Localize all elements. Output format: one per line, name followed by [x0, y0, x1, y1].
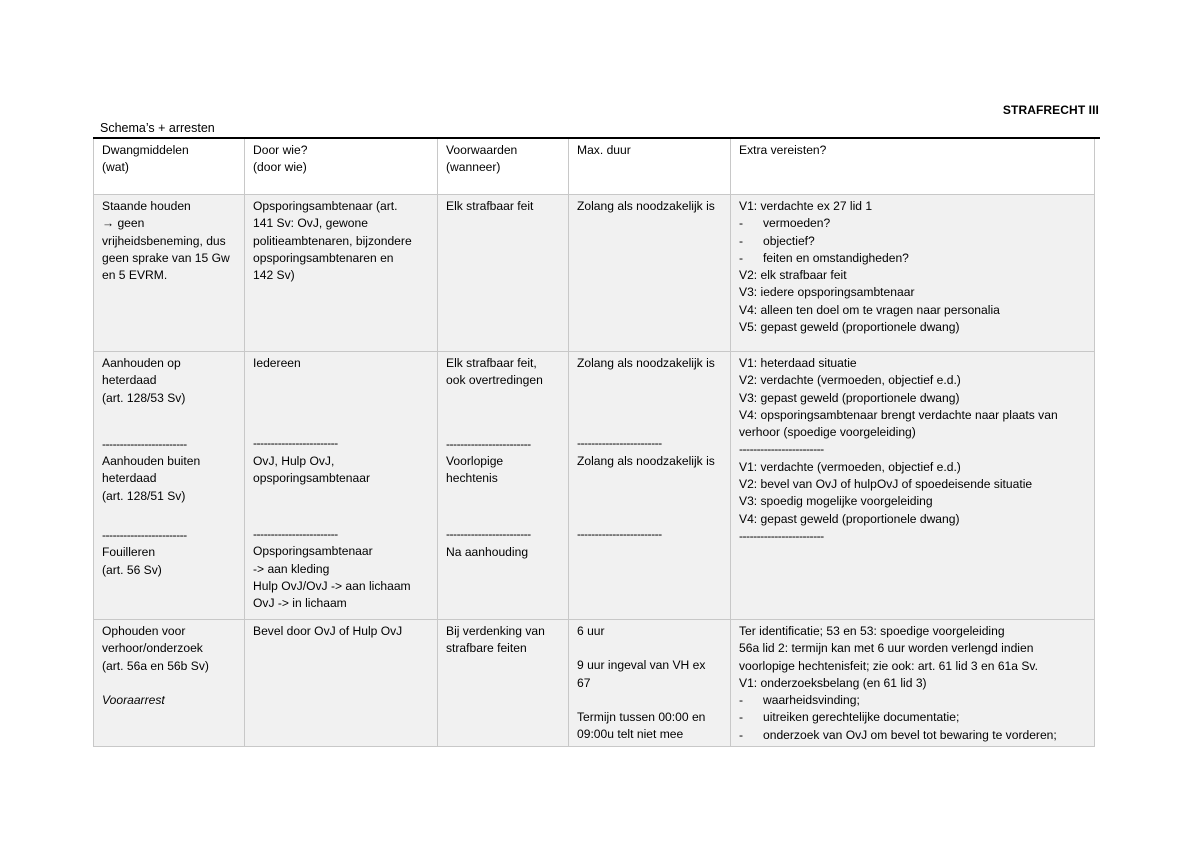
separator: ------------------------ [739, 442, 824, 457]
cell-text: V2: bevel van OvJ of hulpOvJ of spoedeisende situatie [739, 477, 1033, 492]
cell-text: (art. 128/53 Sv) [102, 390, 186, 405]
cell-text: -> aan kleding [253, 561, 330, 576]
cell-text: en 5 EVRM. [102, 268, 168, 283]
cell-text: V4: gepast geweld (proportionele dwang) [739, 511, 960, 526]
cell-text: Bevel door OvJ of Hulp OvJ [253, 624, 403, 638]
cell-text: Opsporingsambtenaar [253, 544, 373, 559]
cell-text: V1: onderzoeksbelang (en 61 lid 3) [739, 675, 927, 690]
cell-text: 142 Sv) [253, 268, 295, 283]
cell-text: Ophouden voor [102, 624, 186, 638]
cell-max-duration [569, 352, 731, 620]
list-item: - objectief? [739, 233, 815, 248]
cell-text: Fouilleren [102, 545, 156, 560]
cell-text: Max. duur [577, 143, 631, 157]
cell-text: geen sprake van 15 Gw [102, 250, 230, 265]
cell-text: (wat) [102, 160, 129, 175]
cell-text: V2: verdachte (vermoeden, objectief e.d.) [739, 373, 961, 388]
cell-text: politieambtenaren, bijzondere [253, 233, 412, 248]
cell-text: Opsporingsambtenaar (art. [253, 199, 398, 213]
cell-extra-requirements [731, 352, 1095, 620]
cell-measure [94, 352, 245, 620]
cell-by-whom [245, 352, 438, 620]
cell-text: V3: gepast geweld (proportionele dwang) [739, 390, 960, 405]
cell-text: 09:00u telt niet mee [577, 727, 684, 742]
cell-text: V4: opsporingsambtenaar brengt verdachte naar plaats van verhoor (spoedige voorgeleiding) [739, 407, 1058, 440]
cell-text: V3: spoedig mogelijke voorgeleiding [739, 494, 933, 509]
cell-text: strafbare feiten [446, 641, 527, 656]
cell-max-duration [569, 195, 731, 352]
cell-text: → geen [102, 216, 145, 231]
cell-extra-requirements [731, 195, 1095, 352]
cell-conditions [438, 195, 569, 352]
separator: ------------------------ [739, 528, 824, 543]
cell-text: Aanhouden op [102, 356, 181, 370]
cell-text: 9 uur ingeval van VH ex [577, 658, 706, 673]
cell-text: (art. 128/51 Sv) [102, 488, 186, 503]
separator: ------------------------ [446, 436, 531, 451]
separator: ------------------------ [446, 527, 531, 542]
column-header-conditions [438, 139, 569, 195]
table-header-row [94, 139, 1095, 195]
list-item: - vermoeden? [739, 216, 831, 231]
cell-text: Zolang als noodzakelijk is [577, 199, 715, 213]
cell-text: 6 uur [577, 624, 605, 638]
cell-text: V5: gepast geweld (proportionele dwang) [739, 320, 960, 335]
cell-text: Staande houden [102, 199, 191, 213]
cell-text: vrijheidsbeneming, dus [102, 233, 226, 248]
cell-text: Hulp OvJ/OvJ -> aan lichaam [253, 579, 411, 594]
document-subtitle: Schema’s + arresten [100, 121, 215, 135]
cell-text: Voorlopige [446, 453, 504, 468]
cell-text: Door wie? [253, 143, 308, 157]
cell-text: OvJ -> in lichaam [253, 596, 347, 611]
cell-text: 67 [577, 675, 591, 690]
cell-text: (door wie) [253, 160, 307, 175]
separator: ------------------------ [577, 436, 662, 451]
cell-text: Na aanhouding [446, 544, 529, 559]
cell-text: heterdaad [102, 471, 157, 486]
cell-text: V4: alleen ten doel om te vragen naar personalia [739, 302, 1000, 317]
cell-text: Bij verdenking van [446, 624, 545, 638]
cell-text: verhoor/onderzoek [102, 641, 203, 656]
cell-text: opsporingsambtenaar [253, 470, 370, 485]
list-item: - waarheidsvinding; [739, 693, 860, 708]
cell-measure [94, 620, 245, 747]
cell-text: (wanneer) [446, 160, 501, 175]
separator: ------------------------ [577, 526, 662, 541]
separator: ------------------------ [102, 528, 187, 543]
separator: ------------------------ [253, 527, 338, 542]
cell-text: Ter identificatie; 53 en 53: spoedige voorgeleiding [739, 624, 1005, 638]
cell-text: Termijn tussen 00:00 en [577, 709, 706, 724]
cell-measure [94, 195, 245, 352]
cell-text: Dwangmiddelen [102, 143, 189, 157]
cell-text: V1: verdachte ex 27 lid 1 [739, 199, 873, 213]
coercive-measures-table [93, 139, 1095, 747]
cell-text: heterdaad [102, 373, 157, 388]
column-header-max-duration [569, 139, 731, 195]
separator: ------------------------ [253, 436, 338, 451]
cell-text: Zolang als noodzakelijk is [577, 356, 715, 370]
cell-text: OvJ, Hulp OvJ, [253, 453, 335, 468]
cell-text: (art. 56a en 56b Sv) [102, 658, 209, 673]
cell-by-whom [245, 620, 438, 747]
document-title: STRAFRECHT III [1002, 103, 1099, 117]
cell-text: Voorwaarden [446, 143, 518, 157]
case-law-reference: Vooraarrest [102, 692, 165, 707]
cell-text: hechtenis [446, 471, 498, 486]
separator: ------------------------ [102, 436, 187, 451]
cell-text: Iedereen [253, 356, 301, 370]
column-header-by-whom [245, 139, 438, 195]
cell-text: V3: iedere opsporingsambtenaar [739, 285, 915, 300]
list-item: - feiten en omstandigheden? [739, 250, 909, 265]
cell-text: 141 Sv: OvJ, gewone [253, 216, 368, 231]
table-row [94, 195, 1095, 352]
cell-text: Extra vereisten? [739, 143, 827, 157]
cell-text: Elk strafbaar feit, [446, 356, 537, 370]
cell-by-whom [245, 195, 438, 352]
cell-text: V1: heterdaad situatie [739, 356, 857, 370]
cell-max-duration [569, 620, 731, 747]
cell-text: V1: verdachte (vermoeden, objectief e.d.) [739, 459, 961, 474]
cell-conditions [438, 352, 569, 620]
cell-text: (art. 56 Sv) [102, 562, 162, 577]
cell-text: Zolang als noodzakelijk is [577, 453, 715, 468]
list-item: - onderzoek van OvJ om bevel tot bewaring te vorderen; [739, 727, 1057, 742]
list-item: - uitreiken gerechtelijke documentatie; [739, 710, 960, 725]
cell-conditions [438, 620, 569, 747]
table-row [94, 352, 1095, 620]
cell-text: 56a lid 2: termijn kan met 6 uur worden verlengd indien voorlopige hechtenisfeit; zie ook: art. 61 lid 3 en 61a Sv. [739, 641, 1038, 673]
table-row [94, 620, 1095, 747]
cell-text: Elk strafbaar feit [446, 199, 534, 213]
cell-extra-requirements [731, 620, 1095, 747]
column-header-measure [94, 139, 245, 195]
cell-text: opsporingsambtenaren en [253, 250, 394, 265]
column-header-extra-requirements [731, 139, 1095, 195]
cell-text: Aanhouden buiten [102, 454, 201, 469]
cell-text: ook overtredingen [446, 373, 543, 388]
cell-text: V2: elk strafbaar feit [739, 268, 847, 283]
